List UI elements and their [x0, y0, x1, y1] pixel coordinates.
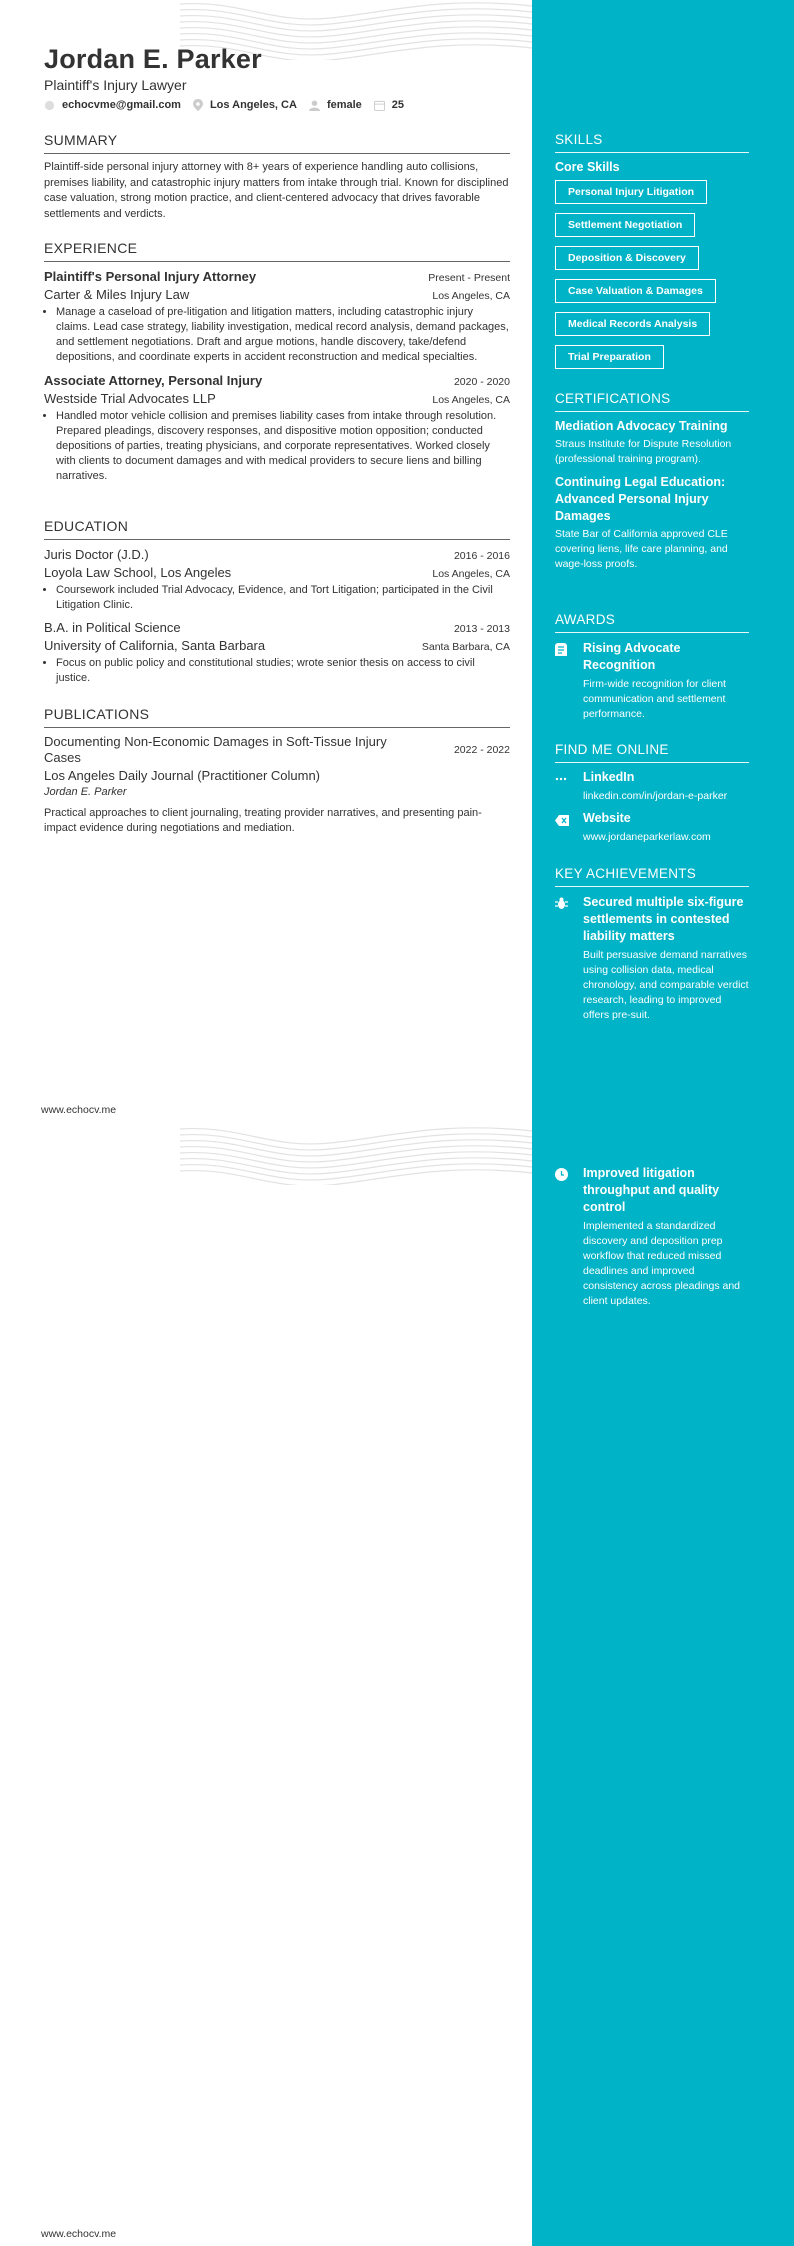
- experience-location: Los Angeles, CA: [432, 394, 510, 406]
- online-label: LinkedIn: [583, 770, 635, 784]
- certification-desc: State Bar of California approved CLE covering liens, life care planning, and wage-loss proofs.: [555, 528, 728, 570]
- experience-role: Associate Attorney, Personal Injury: [44, 373, 263, 388]
- experience-company: Carter & Miles Injury Law: [44, 287, 190, 302]
- publication-dates: 2022 - 2022: [453, 744, 510, 756]
- gender-text: female: [326, 99, 362, 111]
- experience-item: [44, 269, 510, 365]
- achievement-desc: Implemented a standardized discovery and deposition prep workflow that reduced missed deadlines and improved consistency across pleadings and client updates.: [583, 1220, 741, 1307]
- experience-dates: 2020 - 2020: [453, 376, 510, 388]
- achievement-item: [555, 894, 749, 1023]
- certification-title: Continuing Legal Education: Advanced Personal Injury Damages: [555, 475, 726, 523]
- candidate-name: Jordan E. Parker: [44, 44, 262, 74]
- divider: [555, 632, 749, 633]
- education-school: University of California, Santa Barbara: [44, 638, 266, 653]
- divider: [555, 762, 749, 763]
- skill-chip: Deposition & Discovery: [555, 246, 699, 270]
- certifications-heading: CERTIFICATIONS: [555, 391, 671, 406]
- achievement-item: [555, 1165, 749, 1309]
- education-bullet: • Focus on public policy and constitutional studies; wrote senior thesis on access to civil justice.: [56, 656, 510, 686]
- online-url[interactable]: linkedin.com/in/jordan-e-parker: [583, 790, 728, 802]
- skill-chip: Trial Preparation: [555, 345, 664, 369]
- experience-role: Plaintiff's Personal Injury Attorney: [44, 269, 257, 284]
- contact-location: [193, 99, 297, 111]
- education-dates: 2013 - 2013: [453, 623, 510, 635]
- experience-location: Los Angeles, CA: [432, 290, 510, 302]
- award-title: Rising Advocate Recognition: [583, 641, 681, 672]
- award-icon: [555, 643, 567, 656]
- publications-heading: PUBLICATIONS: [44, 706, 150, 722]
- achievements-section: [555, 866, 749, 1023]
- decorative-waves: [180, 1125, 532, 1185]
- email-text: echocvme@gmail.com: [62, 99, 181, 111]
- awards-heading: AWARDS: [555, 612, 616, 627]
- skills-heading: SKILLS: [555, 132, 603, 147]
- experience-bullet: • Manage a caseload of pre-litigation and litigation matters, including catastrophic injury claims. Lead case strategy, liability investigation, medical record analysis, demand packages, and settlement negotiations. Draft and argue motions, handle discovery, take/defend depositions, and coordinate experts in accident reconstruction and medical specialties.: [56, 305, 510, 365]
- publication-title: Documenting Non-Economic Damages in Soft-Tissue Injury Cases: [44, 734, 387, 765]
- certification-desc: Straus Institute for Dispute Resolution (professional training program).: [555, 438, 732, 465]
- publication-author: Jordan E. Parker: [44, 786, 127, 798]
- location-text: Los Angeles, CA: [209, 99, 297, 111]
- award-desc: Firm-wide recognition for client communication and settlement performance.: [583, 678, 726, 720]
- contact-gender: [309, 99, 362, 111]
- skill-chip-list: [555, 180, 749, 378]
- bug-icon: [555, 897, 568, 910]
- online-item-website[interactable]: [555, 810, 749, 845]
- education-section: [44, 518, 510, 686]
- education-bullet: • Coursework included Trial Advocacy, Evidence, and Tort Litigation; participated in the Civil Litigation Clinic.: [56, 583, 510, 613]
- clock-icon: [555, 1168, 568, 1181]
- education-heading: EDUCATION: [44, 518, 129, 534]
- publication-publisher: Los Angeles Daily Journal (Practitioner Column): [44, 768, 321, 783]
- achievements-heading: KEY ACHIEVEMENTS: [555, 866, 697, 881]
- education-school: Loyola Law School, Los Angeles: [44, 565, 232, 580]
- location-pin-icon: [193, 99, 203, 111]
- divider: [44, 153, 510, 154]
- online-heading: FIND ME ONLINE: [555, 742, 669, 757]
- online-url[interactable]: www.jordaneparkerlaw.com: [583, 831, 711, 843]
- job-title: Plaintiff's Injury Lawyer: [44, 77, 187, 93]
- publications-section: [44, 706, 510, 837]
- footer-site[interactable]: www.echocv.me: [41, 1104, 117, 1116]
- education-degree: B.A. in Political Science: [44, 620, 181, 635]
- summary-heading: SUMMARY: [44, 132, 118, 148]
- skills-subheading: Core Skills: [555, 160, 620, 174]
- experience-dates: Present - Present: [428, 272, 510, 284]
- online-section: [555, 742, 749, 845]
- achievement-title: Improved litigation throughput and quality control: [583, 1166, 720, 1214]
- divider: [44, 727, 510, 728]
- award-item: [555, 640, 749, 722]
- email-icon: [44, 100, 55, 111]
- education-location: Santa Barbara, CA: [421, 641, 510, 653]
- online-label: Website: [583, 811, 631, 825]
- experience-bullet: • Handled motor vehicle collision and premises liability cases from intake through resolution. Prepared pleadings, discovery responses, and dispositive motion opposition; conducted depositions of parties, treating physicians, and corporate representatives. Worked closely with clients to document damages and with medical providers to secure liens and billing narratives.: [56, 409, 510, 484]
- skill-chip: Case Valuation & Damages: [555, 279, 716, 303]
- skill-chip: Personal Injury Litigation: [555, 180, 707, 204]
- contact-email[interactable]: [44, 99, 181, 111]
- summary-section: [44, 132, 510, 222]
- online-item-linkedin[interactable]: [555, 769, 749, 804]
- certifications-section: [555, 391, 749, 572]
- calendar-icon: [374, 100, 385, 111]
- experience-section: [44, 240, 510, 484]
- ellipsis-icon: [555, 773, 567, 785]
- skill-chip: Medical Records Analysis: [555, 312, 710, 336]
- education-item: [44, 547, 510, 613]
- summary-text: Plaintiff-side personal injury attorney with 8+ years of experience handling auto collisions, premises liability, and catastrophic injury matters from intake through trial. Known for disciplined case valuation, strong motion practice, and client-centered advocacy that drives favorable settlements and verdicts.: [44, 161, 509, 220]
- person-icon: [309, 100, 320, 111]
- divider: [44, 539, 510, 540]
- divider: [555, 411, 749, 412]
- experience-item: [44, 373, 510, 484]
- age-text: 25: [391, 99, 405, 111]
- certification-title: Mediation Advocacy Training: [555, 419, 728, 433]
- achievements-continued: [555, 1165, 749, 1309]
- footer-site[interactable]: www.echocv.me: [41, 2228, 117, 2240]
- website-tag-icon: [555, 815, 569, 826]
- publication-description: Practical approaches to client journaling, treating provider narratives, and presenting pain-impact evidence during negotiations and mediation.: [44, 806, 482, 834]
- divider: [555, 886, 749, 887]
- experience-company: Westside Trial Advocates LLP: [44, 391, 216, 406]
- skills-section: [555, 132, 749, 378]
- achievement-desc: Built persuasive demand narratives using collision data, medical chronology, and comparable verdict research, leading to improved offers pre-suit.: [583, 949, 749, 1021]
- awards-section: [555, 612, 749, 722]
- achievement-title: Secured multiple six-figure settlements in contested liability matters: [583, 895, 744, 943]
- education-location: Los Angeles, CA: [432, 568, 510, 580]
- divider: [44, 261, 510, 262]
- experience-heading: EXPERIENCE: [44, 240, 138, 256]
- contact-age: [374, 99, 404, 111]
- education-dates: 2016 - 2016: [453, 550, 510, 562]
- divider: [555, 152, 749, 153]
- contact-info: [44, 99, 416, 111]
- skill-chip: Settlement Negotiation: [555, 213, 695, 237]
- education-item: [44, 620, 510, 686]
- education-degree: Juris Doctor (J.D.): [44, 547, 149, 562]
